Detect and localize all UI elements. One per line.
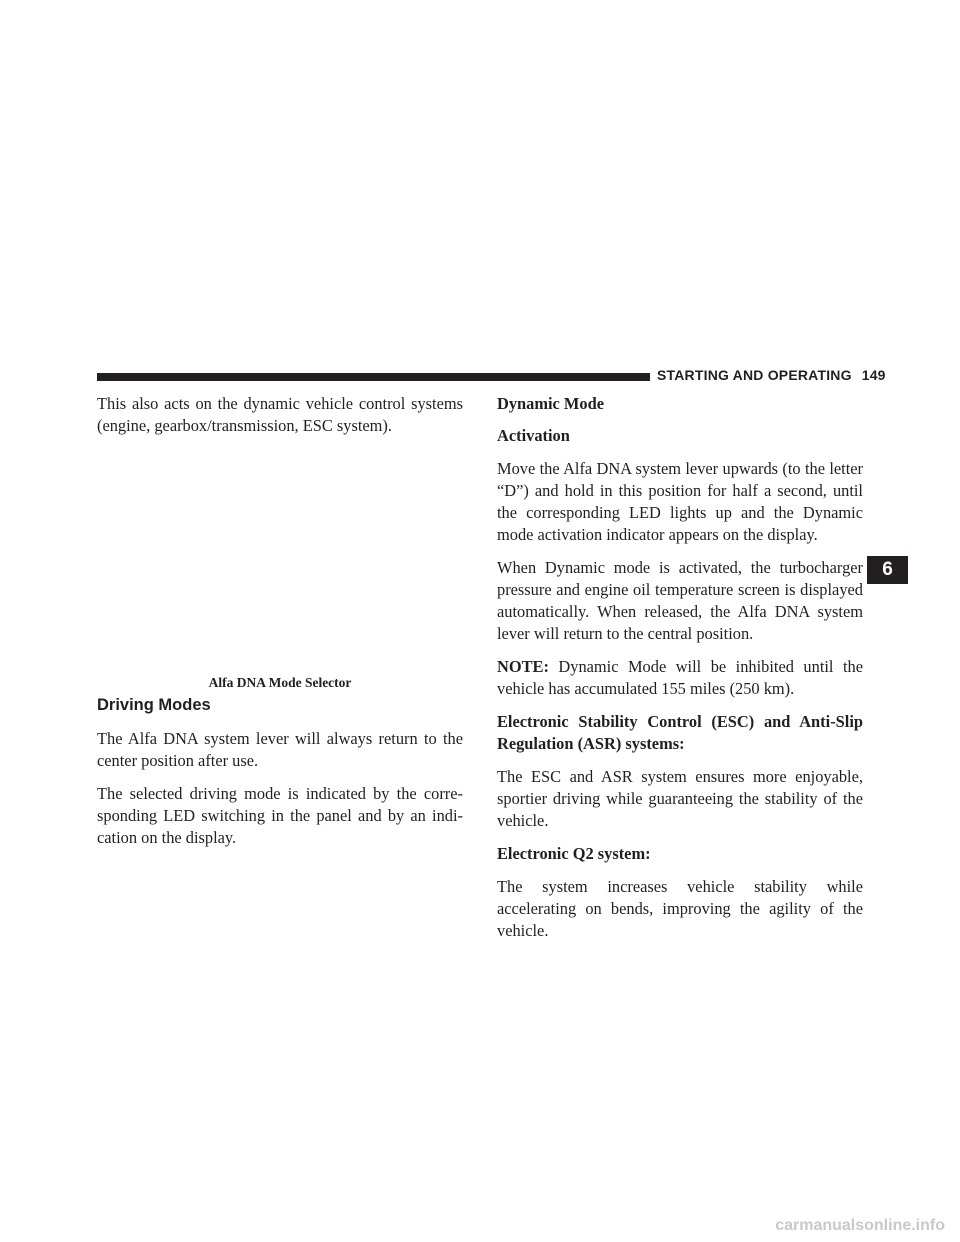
subheading-esc: Electronic Stability Control (ESC) and Anti-Slip Regulation (ASR) systems: — [497, 712, 863, 753]
right-column — [497, 393, 863, 953]
note-paragraph — [497, 656, 863, 700]
section-heading-driving-modes: Driving Modes — [97, 696, 211, 714]
paragraph: The system increases vehicle stability while accelerating on bends, improving the agility of the vehicle. — [497, 877, 863, 940]
footer-watermark[interactable]: carmanualsonline.info — [775, 1217, 945, 1234]
paragraph: When Dynamic mode is activated, the turbocharger pressure and engine oil temperature screen is displayed automatically. When released, the Alfa DNA system lever will return to the central position. — [497, 558, 863, 643]
paragraph: The ESC and ASR system ensures more enjoyable, sportier driving while guaranteeing the stability of the vehicle. — [497, 767, 863, 830]
note-text: Dynamic Mode will be inhibited until the vehicle has accumulated 155 miles (250 km). — [497, 657, 863, 698]
paragraph: Move the Alfa DNA system lever upwards (to the letter “D”) and hold in this position for half a second, until the corresponding LED lights up and the Dynamic mode activation indicator appears on the display. — [497, 459, 863, 544]
note-label: NOTE: — [497, 657, 549, 676]
figure-image-area — [97, 448, 463, 668]
chapter-tab[interactable]: 6 — [867, 556, 908, 584]
section-heading-dynamic-mode: Dynamic Mode — [497, 394, 604, 413]
paragraph: The selected driving mode is indicated by the corre-sponding LED switching in the panel and by an indi-cation on the display. — [97, 784, 463, 847]
running-header — [657, 367, 886, 383]
header-rule — [97, 373, 650, 381]
intro-paragraph: This also acts on the dynamic vehicle control systems (engine, gearbox/transmission, ESC system). — [97, 394, 463, 435]
left-column — [97, 393, 463, 860]
section-title: STARTING AND OPERATING — [657, 367, 852, 383]
page-number: 149 — [861, 367, 886, 383]
subheading-q2: Electronic Q2 system: — [497, 844, 651, 863]
paragraph: The Alfa DNA system lever will always return to the center position after use. — [97, 729, 463, 770]
subheading-activation: Activation — [497, 426, 570, 445]
figure-caption: Alfa DNA Mode Selector — [208, 675, 352, 690]
